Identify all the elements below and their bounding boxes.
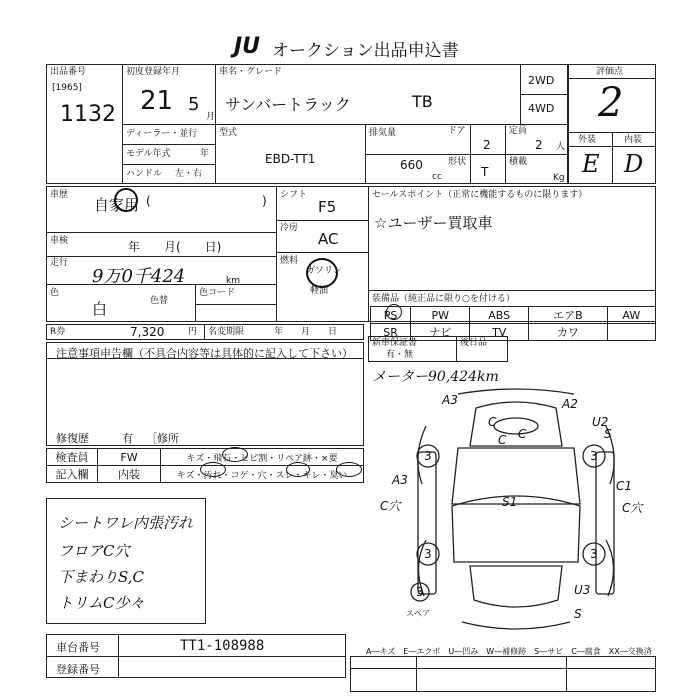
model-year-label: モデル年式 bbox=[126, 149, 171, 159]
history-bracket-open: ( bbox=[146, 194, 151, 208]
mark-c-cabin: C bbox=[498, 433, 507, 447]
plate-label: 登録番号 bbox=[56, 663, 100, 676]
mark-c-hole-left: C穴 bbox=[380, 499, 401, 513]
model-year-unit: 年 bbox=[200, 149, 210, 159]
fuel-circle bbox=[306, 258, 338, 288]
mileage-unit: km bbox=[226, 276, 240, 286]
left-side-panel bbox=[418, 452, 436, 594]
mark-c-cabin-2: C bbox=[518, 427, 527, 441]
first-reg-label: 初度登録年月 bbox=[126, 67, 181, 77]
equip-leather: カワ bbox=[529, 324, 608, 341]
fuel-gasoline: ガソリン bbox=[306, 266, 343, 276]
rating-score: 2 bbox=[598, 80, 624, 126]
notes-label: 注意事項申告欄（不具合内容等は具体的に記入して下さい） bbox=[56, 347, 353, 360]
mark-c-hole-right: C穴 bbox=[622, 501, 643, 515]
equip-abs: ABS bbox=[470, 307, 529, 324]
car-damage-diagram bbox=[366, 386, 666, 646]
load-label: 積載 bbox=[509, 157, 528, 167]
entry-label: 記入欄 bbox=[47, 466, 98, 483]
tire-rl-depth: 3 bbox=[424, 547, 432, 561]
right-rear-fender bbox=[606, 540, 614, 596]
dealer-label: ディーラー・並行 bbox=[126, 129, 198, 139]
model-label: 型式 bbox=[219, 128, 238, 138]
roof-outline bbox=[470, 402, 562, 446]
mark-a3-left: A3 bbox=[392, 473, 408, 487]
right-side-panel bbox=[596, 452, 614, 594]
mileage-value: 9万0千424 bbox=[92, 266, 186, 287]
history-label: 車歴 bbox=[50, 190, 69, 200]
first-reg-year: 21 bbox=[140, 86, 174, 116]
capacity-value: 2 bbox=[535, 138, 543, 152]
chassis-label: 車台番号 bbox=[56, 641, 100, 654]
tire-spare-depth: 3 bbox=[416, 585, 424, 599]
mark-a2: A2 bbox=[562, 397, 578, 411]
displacement-value: 660 bbox=[400, 158, 423, 172]
odometer-note: メーター90,424km bbox=[372, 369, 499, 385]
note-line-1: シートワレ内張汚れ bbox=[58, 514, 194, 532]
interior-dirt-circle bbox=[200, 462, 226, 477]
inspector-fw: FW bbox=[98, 449, 161, 466]
recycle-unit: 円 bbox=[188, 327, 198, 337]
handle-label: ハンドル bbox=[126, 169, 163, 179]
mark-u2: U2 bbox=[592, 415, 609, 429]
lot-number: 1132 bbox=[60, 102, 116, 127]
equip-ps-circle bbox=[386, 304, 402, 320]
inspector-interior: 内装 bbox=[98, 466, 161, 483]
logo: JU bbox=[234, 34, 261, 59]
displacement-unit: cc bbox=[432, 172, 442, 182]
car-name-label: 車名・グレード bbox=[219, 67, 283, 77]
rating-int: D bbox=[624, 150, 644, 178]
model-value: EBD-TT1 bbox=[265, 152, 316, 166]
doors-label: ドア bbox=[448, 126, 466, 136]
lot-year: [1965] bbox=[52, 83, 82, 93]
handle-options: 左・右 bbox=[175, 169, 203, 179]
inspection-label: 車検 bbox=[50, 236, 69, 246]
tire-fl-depth: 3 bbox=[424, 449, 432, 463]
capacity-label: 定員 bbox=[509, 126, 528, 136]
car-grade: TB bbox=[412, 92, 433, 111]
rating-ext: E bbox=[582, 150, 600, 178]
color-label: 色 bbox=[50, 288, 60, 298]
inspector-fw-text: キズ・飛石・ヒビ割・リペア跡・×要 bbox=[161, 449, 364, 466]
warranty-label: 新車保証書 bbox=[372, 338, 418, 348]
name-change-text: 年 月 日 bbox=[274, 327, 338, 337]
mark-s-front: S bbox=[604, 427, 612, 441]
warranty-options: 有・無 bbox=[386, 350, 414, 360]
mark-c1: C1 bbox=[616, 479, 633, 493]
history-bracket-close: ) bbox=[262, 194, 267, 208]
mark-s-rear: S bbox=[574, 607, 582, 621]
name-change-label: 名変期限 bbox=[208, 327, 245, 337]
tire-rr-depth: 3 bbox=[590, 547, 598, 561]
front-bumper bbox=[458, 389, 574, 394]
equip-ps: PS bbox=[371, 307, 411, 324]
equipment-label: 装備品（純正品に限り○を付ける） bbox=[372, 294, 515, 304]
repair-detail: ［修所 bbox=[146, 432, 179, 445]
rating-label: 評価点 bbox=[596, 67, 624, 77]
repair-value: 有 bbox=[122, 432, 133, 445]
interior-odor-circle bbox=[336, 462, 362, 477]
fuel-label: 燃料 bbox=[280, 256, 299, 266]
aircon-label: 冷房 bbox=[280, 223, 299, 233]
rear-outline bbox=[470, 566, 562, 607]
color-value: 白 bbox=[92, 300, 108, 318]
inspector-interior-text: キズ・汚れ・コゲ・穴・スレ・キレ・臭い bbox=[161, 466, 364, 483]
aircon-value: AC bbox=[318, 230, 339, 248]
first-reg-month-unit: 月 bbox=[206, 112, 216, 122]
color-swap-label: 色替 bbox=[150, 296, 169, 306]
inspection-text: 年 月( 日) bbox=[128, 240, 222, 254]
bottom-right-box bbox=[350, 656, 656, 692]
history-circle bbox=[114, 188, 138, 212]
form-title: オークション出品申込書 bbox=[272, 41, 459, 61]
repair-label: 修復歴 bbox=[56, 432, 89, 445]
shape-label: 形状 bbox=[448, 157, 467, 167]
spare-label: スペア bbox=[406, 609, 430, 618]
equip-airbag: エアB bbox=[529, 307, 608, 324]
equip-navi: ナビ bbox=[411, 324, 470, 341]
mileage-label: 走行 bbox=[50, 258, 69, 268]
recycle-value: 7,320 bbox=[130, 325, 165, 339]
sales-point-label: セールスポイント（正常に機能するものに限ります） bbox=[372, 190, 588, 200]
fw-chip-circle bbox=[222, 447, 248, 462]
doors-value: 2 bbox=[483, 138, 491, 152]
lot-label: 出品番号 bbox=[50, 67, 87, 77]
windshield-mark bbox=[494, 418, 538, 434]
mark-a3-front: A3 bbox=[442, 393, 458, 407]
fuel-diesel: 軽油 bbox=[310, 286, 329, 296]
equip-aw: AW bbox=[607, 307, 655, 324]
damage-legend: A―キズ E―エクボ U―凹み W―補修跡 S―サビ C―腐食 XX―交換済 bbox=[366, 647, 652, 656]
rating-ext-label: 外装 bbox=[578, 135, 597, 145]
chassis-value: TT1-108988 bbox=[180, 638, 265, 654]
equip-tv: TV bbox=[470, 324, 529, 341]
color-code-label: 色コード bbox=[199, 288, 236, 298]
note-line-3: 下まわりS,C bbox=[58, 568, 144, 586]
mark-c-windshield: C bbox=[488, 415, 497, 429]
history-value: 自家用 bbox=[94, 196, 140, 214]
rear-bumper bbox=[462, 622, 570, 629]
note-line-4: トリムC少々 bbox=[58, 594, 145, 612]
capacity-unit: 人 bbox=[556, 142, 566, 152]
mark-u3: U3 bbox=[574, 583, 591, 597]
inspector-label: 検査員 bbox=[47, 449, 98, 466]
drive-4wd: 4WD bbox=[528, 102, 555, 115]
car-name: サンバートラック bbox=[225, 95, 351, 114]
note-line-2: フロアC穴 bbox=[58, 542, 130, 560]
after-label: 後日品 bbox=[460, 338, 488, 348]
equip-pw: PW bbox=[411, 307, 470, 324]
first-reg-month: 5 bbox=[188, 94, 200, 115]
load-unit: Kg bbox=[553, 173, 565, 183]
rating-int-label: 内装 bbox=[624, 135, 643, 145]
tire-fr-depth: 3 bbox=[590, 449, 598, 463]
drive-2wd: 2WD bbox=[528, 74, 555, 87]
equip-empty bbox=[607, 324, 655, 341]
sales-point-text: ☆ユーザー買取車 bbox=[374, 214, 493, 232]
shape-value: T bbox=[481, 165, 489, 179]
shift-label: シフト bbox=[280, 190, 308, 200]
recycle-label: R券 bbox=[50, 327, 66, 337]
mark-s1: S1 bbox=[502, 495, 518, 509]
equip-sr: SR bbox=[371, 324, 411, 341]
displacement-label: 排気量 bbox=[369, 128, 397, 138]
interior-wear-circle bbox=[286, 462, 310, 477]
shift-value: F5 bbox=[318, 198, 337, 216]
